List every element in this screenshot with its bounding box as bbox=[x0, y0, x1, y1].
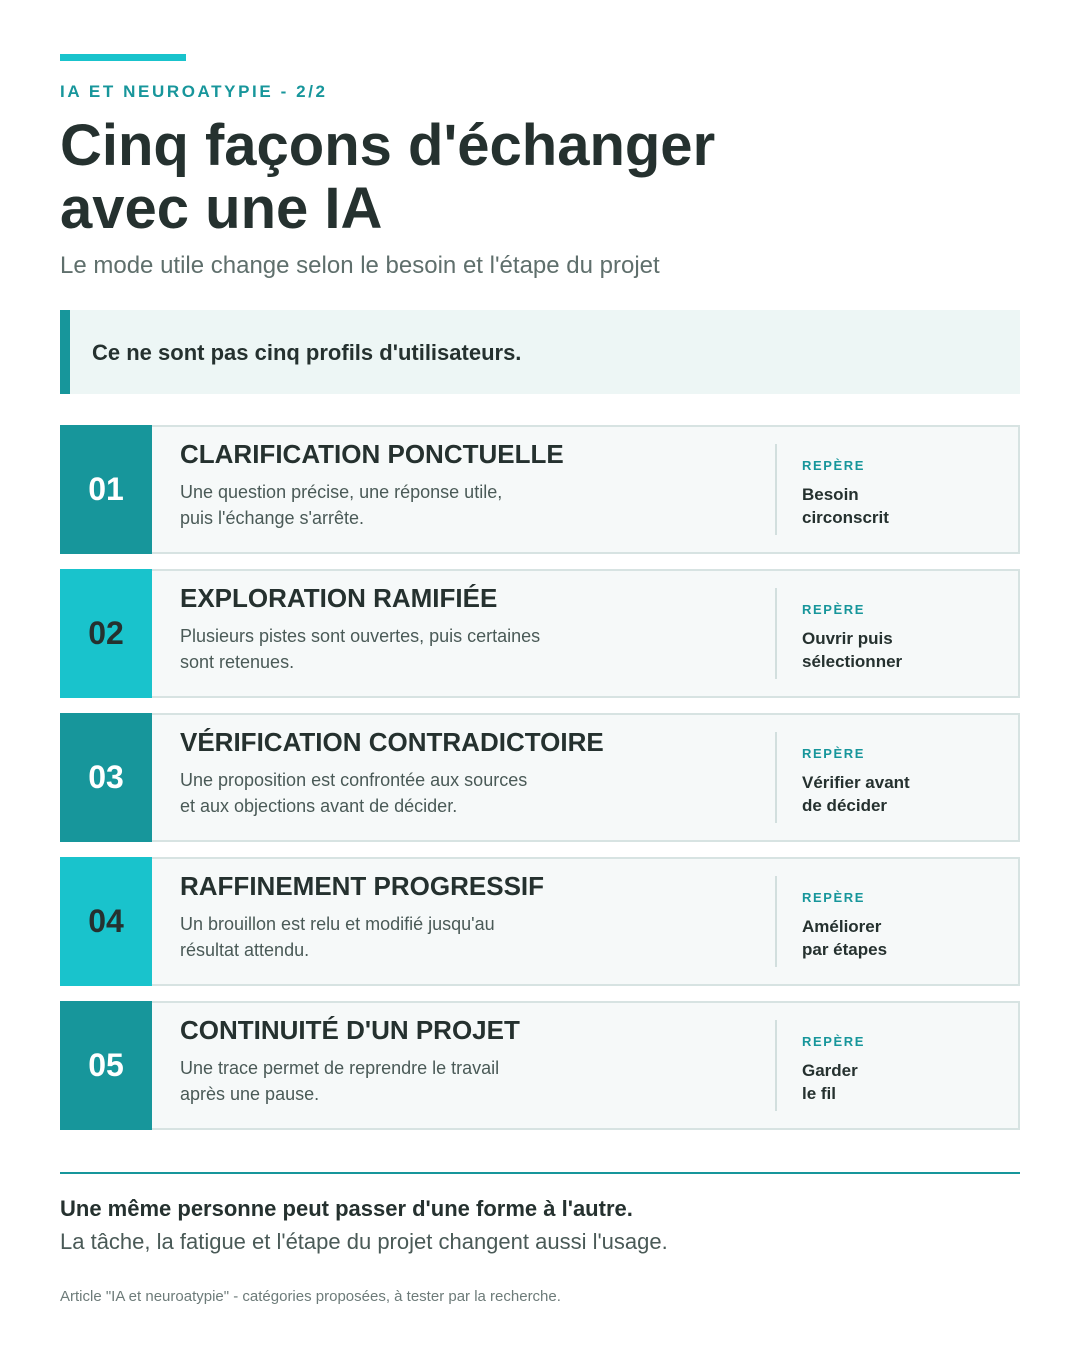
mode-description-line2: résultat attendu. bbox=[180, 940, 310, 960]
mode-description bbox=[180, 479, 502, 531]
mode-description-line2: sont retenues. bbox=[180, 652, 295, 672]
mode-tag: REPÈRE bbox=[802, 1034, 866, 1049]
mode-marker bbox=[802, 771, 910, 817]
callout-text: Ce ne sont pas cinq profils d'utilisateurs. bbox=[92, 340, 522, 365]
card-divider bbox=[775, 876, 777, 967]
mode-marker-line2: par étapes bbox=[802, 940, 888, 959]
footer-text: La tâche, la fatigue et l'étape du projet changent aussi l'usage. bbox=[60, 1229, 668, 1254]
mode-description-line1: Plusieurs pistes sont ouvertes, puis certaines bbox=[180, 626, 541, 646]
mode-marker-line1: Besoin bbox=[802, 485, 859, 504]
kicker: IA ET NEUROATYPIE - 2/2 bbox=[60, 82, 328, 101]
mode-description bbox=[180, 1055, 499, 1107]
mode-card bbox=[60, 713, 1020, 842]
mode-marker bbox=[802, 1059, 858, 1105]
mode-description-line2: puis l'échange s'arrête. bbox=[180, 508, 364, 528]
mode-marker bbox=[802, 915, 887, 961]
mode-marker-line2: le fil bbox=[802, 1084, 837, 1103]
mode-number: 01 bbox=[60, 425, 152, 554]
mode-number: 03 bbox=[60, 713, 152, 842]
card-divider bbox=[775, 588, 777, 679]
footer-divider bbox=[60, 1172, 1020, 1174]
mode-number: 04 bbox=[60, 857, 152, 986]
mode-marker-line1: Améliorer bbox=[802, 917, 882, 936]
mode-marker-line1: Vérifier avant bbox=[802, 773, 910, 792]
mode-number: 05 bbox=[60, 1001, 152, 1130]
mode-description-line2: après une pause. bbox=[180, 1084, 320, 1104]
callout-accent-bar bbox=[60, 310, 70, 394]
mode-title: EXPLORATION RAMIFIÉE bbox=[180, 583, 498, 613]
mode-card bbox=[60, 857, 1020, 986]
mode-marker-line2: sélectionner bbox=[802, 652, 903, 671]
page-title-line2: avec une IA bbox=[60, 176, 383, 241]
mode-description bbox=[180, 623, 540, 675]
mode-description-line1: Une trace permet de reprendre le travail bbox=[180, 1058, 500, 1078]
source-note: Article "IA et neuroatypie" - catégories proposées, à tester par la recherche. bbox=[60, 1288, 561, 1305]
mode-description-line2: et aux objections avant de décider. bbox=[180, 796, 458, 816]
mode-tag: REPÈRE bbox=[802, 746, 866, 761]
mode-title: CONTINUITÉ D'UN PROJET bbox=[180, 1015, 520, 1045]
mode-tag: REPÈRE bbox=[802, 602, 866, 617]
accent-bar bbox=[60, 54, 186, 61]
mode-card bbox=[60, 569, 1020, 698]
mode-card bbox=[60, 1001, 1020, 1130]
footer-headline: Une même personne peut passer d'une forme à l'autre. bbox=[60, 1196, 633, 1221]
mode-description-line1: Une question précise, une réponse utile, bbox=[180, 482, 503, 502]
mode-marker bbox=[802, 627, 902, 673]
mode-card-list bbox=[60, 425, 1020, 1145]
mode-marker-line1: Ouvrir puis bbox=[802, 629, 893, 648]
mode-marker-line2: circonscrit bbox=[802, 508, 889, 527]
card-divider bbox=[775, 444, 777, 535]
mode-description-line1: Une proposition est confrontée aux sources bbox=[180, 770, 528, 790]
mode-number: 02 bbox=[60, 569, 152, 698]
mode-description-line1: Un brouillon est relu et modifié jusqu'au bbox=[180, 914, 495, 934]
mode-title: CLARIFICATION PONCTUELLE bbox=[180, 439, 564, 469]
mode-tag: REPÈRE bbox=[802, 890, 866, 905]
page-title bbox=[60, 114, 715, 240]
card-divider bbox=[775, 732, 777, 823]
mode-card bbox=[60, 425, 1020, 554]
card-divider bbox=[775, 1020, 777, 1111]
mode-description bbox=[180, 911, 495, 963]
page-title-line1: Cinq façons d'échanger bbox=[60, 113, 716, 178]
mode-description bbox=[180, 767, 527, 819]
mode-title: VÉRIFICATION CONTRADICTOIRE bbox=[180, 727, 604, 757]
mode-marker-line2: de décider bbox=[802, 796, 888, 815]
mode-tag: REPÈRE bbox=[802, 458, 866, 473]
mode-marker bbox=[802, 483, 889, 529]
page-subtitle: Le mode utile change selon le besoin et l'étape du projet bbox=[60, 252, 660, 279]
mode-title: RAFFINEMENT PROGRESSIF bbox=[180, 871, 545, 901]
callout-box bbox=[60, 310, 1020, 394]
mode-marker-line1: Garder bbox=[802, 1061, 858, 1080]
